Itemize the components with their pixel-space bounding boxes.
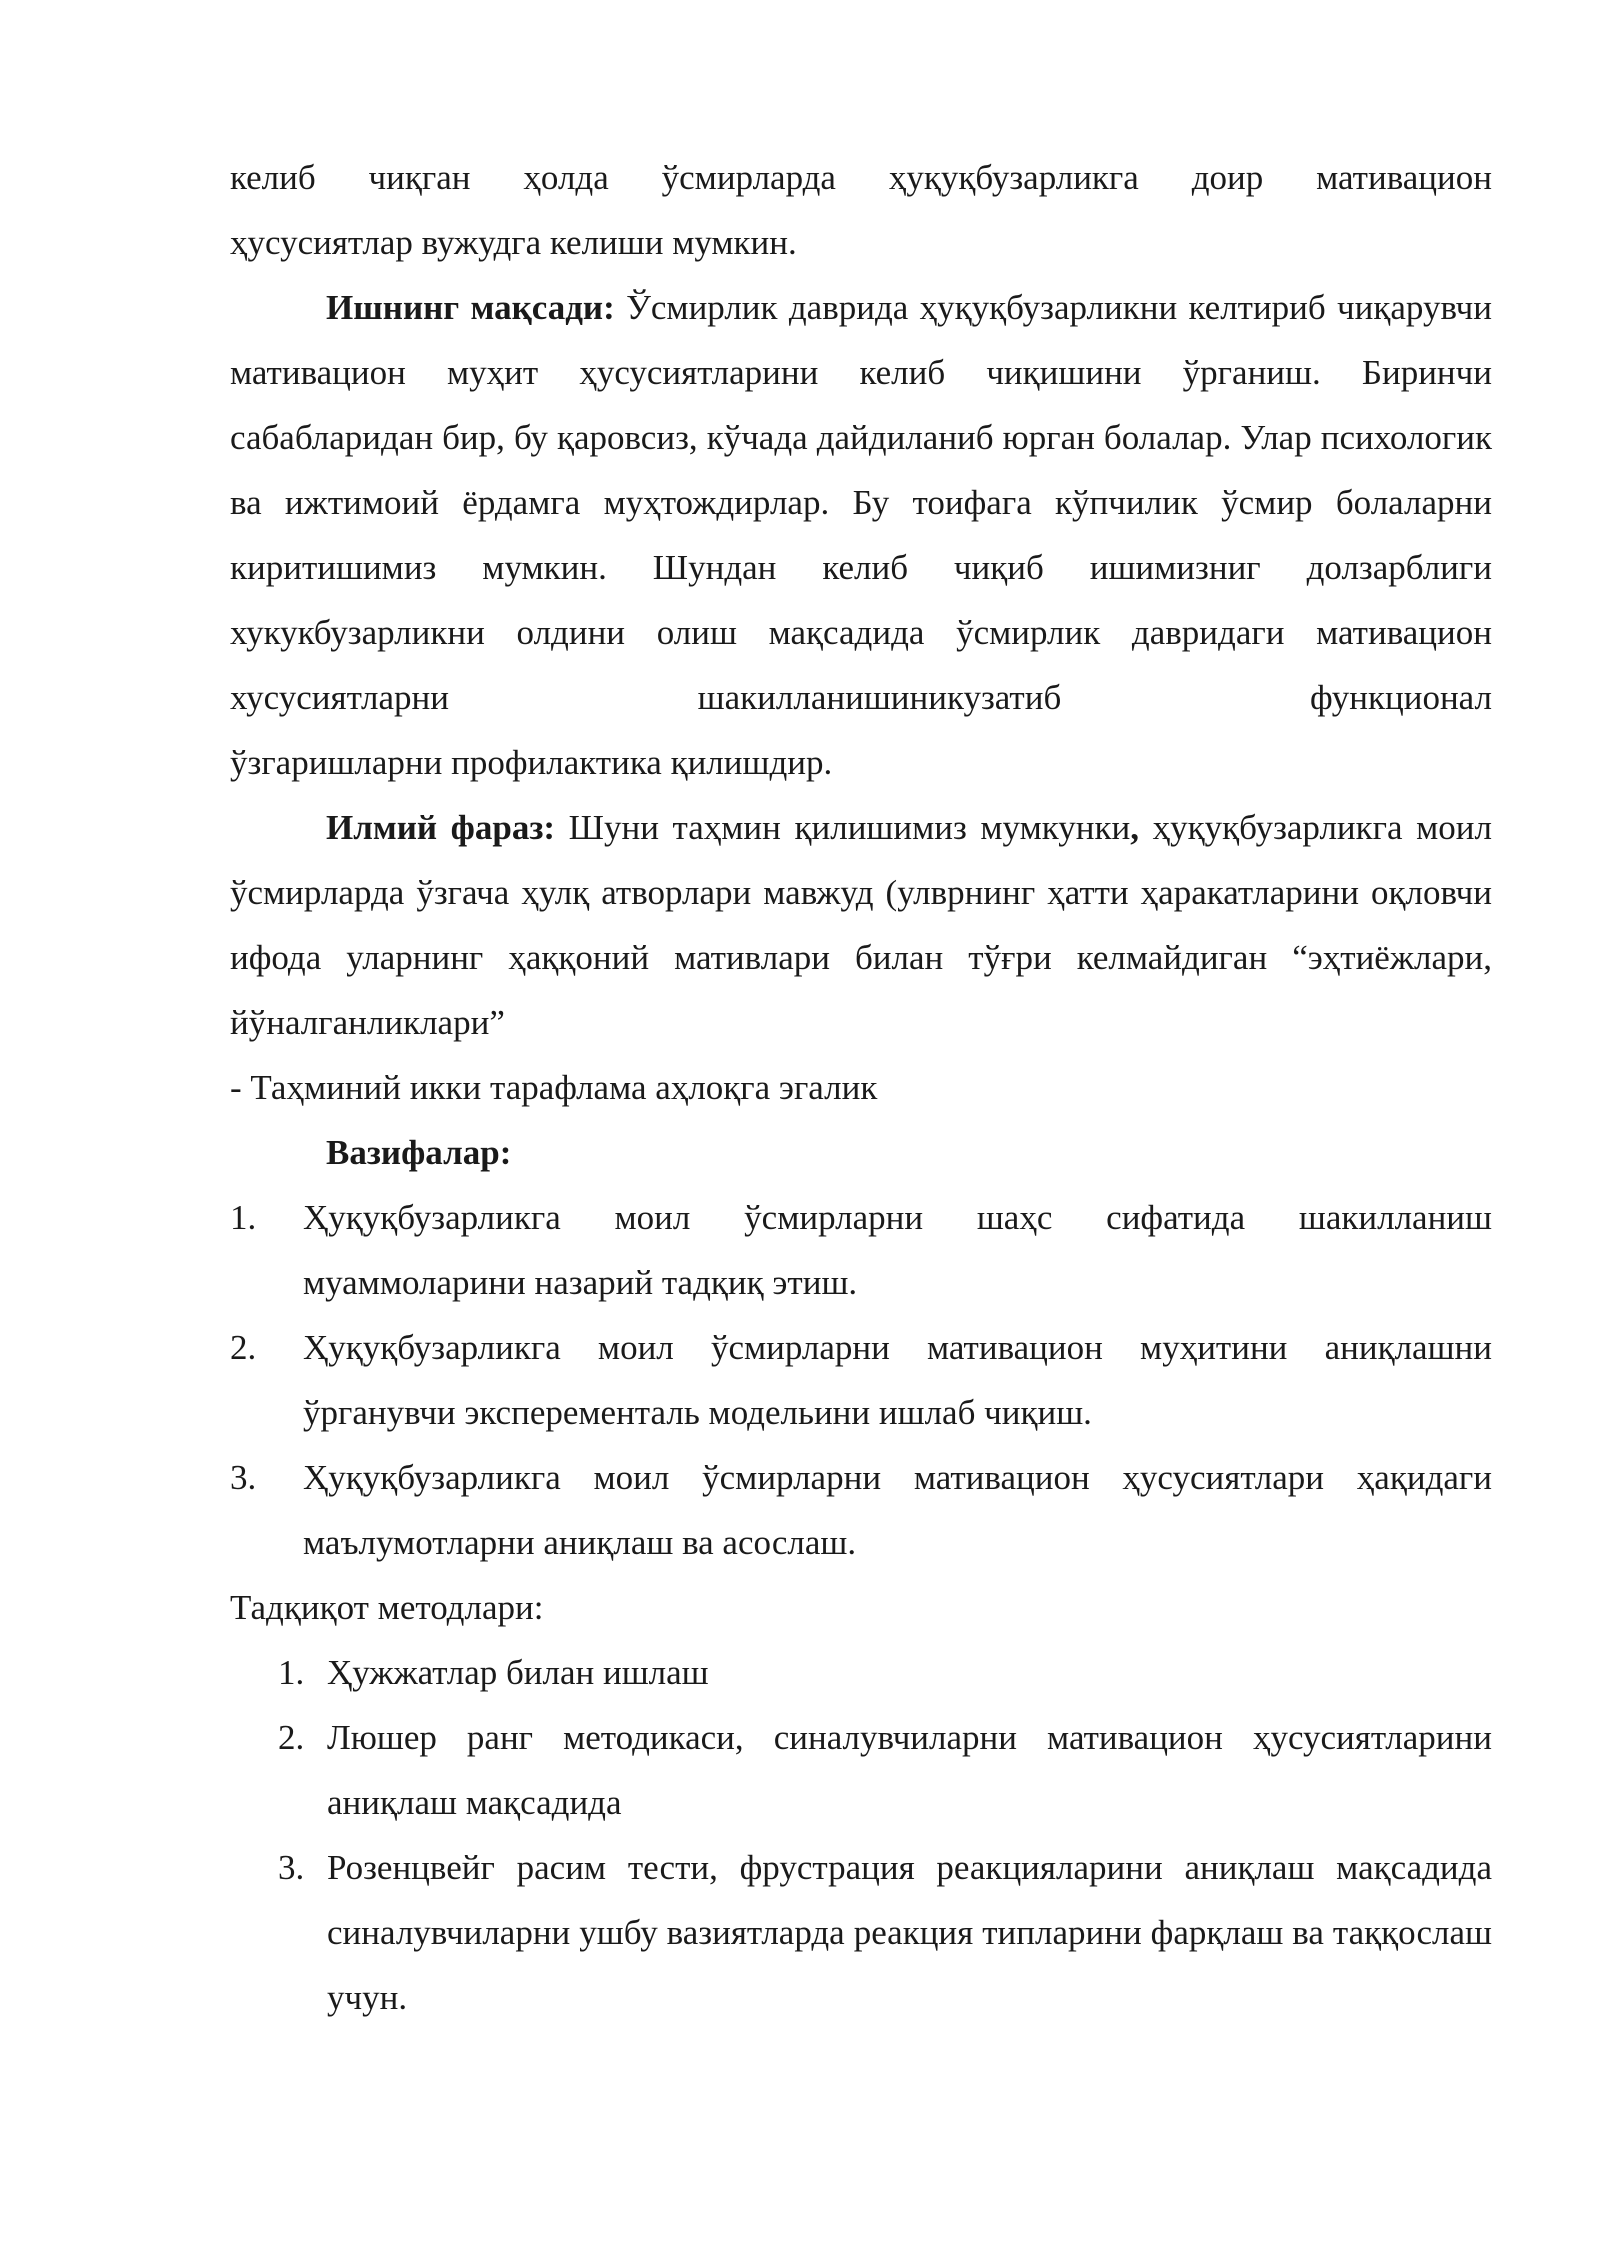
list-item-text: Ҳуқуқбузарликга моил ўсмирларни мативацион ҳусусиятлари ҳақидаги маълумотларни аниқлаш ва асослаш. bbox=[303, 1458, 1492, 1562]
intro-line-1: келиб чиқган ҳолда ўсмирларда ҳуқуқбузарликга доир мативацион bbox=[230, 158, 1492, 197]
intro-line-2: ҳусусиятлар вужудга келиши мумкин. bbox=[230, 223, 797, 262]
list-item-number: 2. bbox=[278, 1718, 305, 1757]
methods-title: Тадқиқот методлари: bbox=[230, 1588, 544, 1627]
hypothesis-comma: , bbox=[1130, 808, 1139, 847]
hypothesis-label: Илмий фараз: bbox=[326, 808, 556, 847]
list-item-text: Ҳуқуқбузарликга моил ўсмирларни шаҳс сифатида шакилланиш муаммоларини назарий тадқиқ этиш. bbox=[303, 1198, 1492, 1302]
list-item-number: 1. bbox=[230, 1198, 257, 1237]
hypothesis-text-rest: ҳуқуқбузарликга моил ўсмирларда ўзгача ҳулқ атворлари мавжуд (улврнинг ҳатти ҳаракатларини оқловчи ифода уларнинг ҳаққоний мативлари билан тўғри келмайдиган “эҳтиёжлари, йўналганликлари” bbox=[230, 808, 1493, 1042]
tasks-list bbox=[230, 1185, 1492, 1575]
list-item bbox=[230, 1315, 1492, 1445]
list-item-number: 1. bbox=[278, 1653, 305, 1692]
list-item-text: Люшер ранг методикаси, синалувчиларни мативацион ҳусусиятларини аниқлаш мақсадида bbox=[327, 1718, 1492, 1822]
methods-list bbox=[230, 1640, 1492, 2030]
list-item bbox=[230, 1445, 1492, 1575]
list-item bbox=[230, 1640, 1492, 1705]
document-body bbox=[230, 145, 1492, 2030]
list-item-number: 3. bbox=[278, 1848, 305, 1887]
list-item-text: Ҳужжатлар билан ишлаш bbox=[327, 1653, 709, 1692]
aim-last-line: ўзгаришларни профилактика қилишдир. bbox=[230, 743, 833, 782]
list-item-text: Ҳуқуқбузарликга моил ўсмирларни мативацион муҳитини аниқлашни ўрганувчи эксперементаль модельини ишлаб чиқиш. bbox=[303, 1328, 1492, 1432]
tasks-title: Вазифалар: bbox=[326, 1133, 512, 1172]
list-item-number: 3. bbox=[230, 1458, 257, 1497]
hypothesis-paragraph bbox=[230, 795, 1492, 1055]
aim-paragraph bbox=[230, 275, 1492, 730]
list-item-number: 2. bbox=[230, 1328, 257, 1367]
list-item bbox=[230, 1185, 1492, 1315]
hypothesis-text: Шуни таҳмин қилишимиз мумкунки bbox=[555, 808, 1131, 847]
aim-label: Ишнинг мақсади: bbox=[326, 288, 615, 327]
list-item bbox=[230, 1835, 1492, 2030]
list-item-text: Розенцвейг расим тести, фрустрация реакцияларини аниқлаш мақсадида синалувчиларни ушбу вазиятларда реакция типларини фарқлаш ва таққослаш учун. bbox=[327, 1848, 1492, 2017]
aim-text: Ўсмирлик даврида ҳуқуқбузарликни келтириб чиқарувчи мативацион муҳит ҳусусиятларини келиб чиқишини ўрганиш. Биринчи сабабларидан бир, бу қаровсиз, кўчада дайдиланиб юрган болалар. Улар психологик ва ижтимоий ёрдамга муҳтождирлар. Бу тоифага кўпчилик ўсмир болаларни киритишимиз мумкин. Шундан келиб чиқиб ишимизниг долзарблиги хукукбузарликни олдини олиш мақсадида ўсмирлик давридаги мативацион хусусиятларни шакилланишиникузатиб функционал bbox=[230, 288, 1492, 717]
hypothesis-note: - Таҳминий икки тарафлама аҳлоқга эгалик bbox=[230, 1068, 878, 1107]
list-item bbox=[230, 1705, 1492, 1835]
